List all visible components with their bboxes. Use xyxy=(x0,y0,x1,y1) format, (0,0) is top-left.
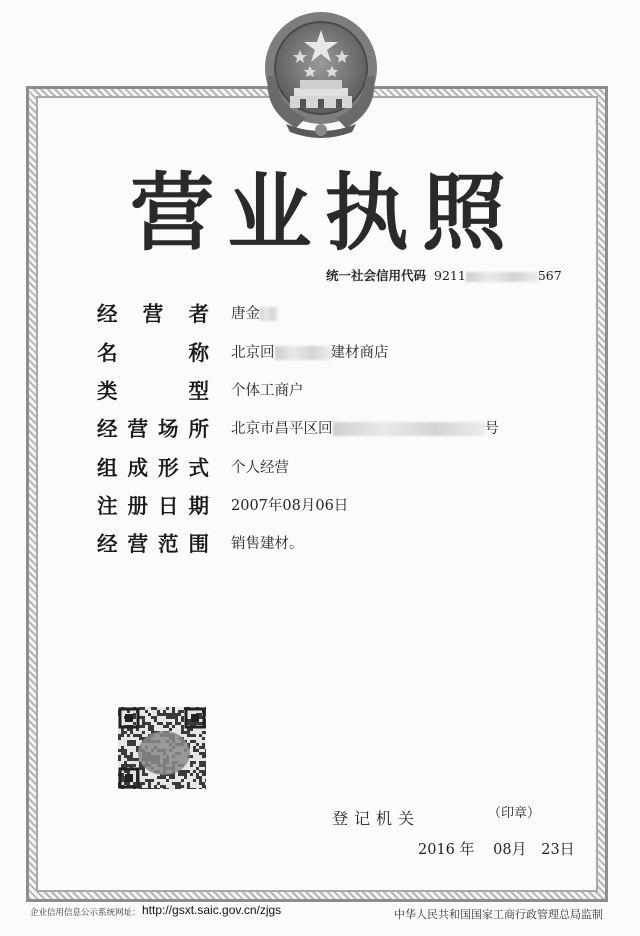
name-start: 北京回 xyxy=(231,345,275,361)
address-end: 号 xyxy=(484,421,499,437)
label-char: 范 xyxy=(158,532,179,556)
label-char: 名 xyxy=(97,341,118,365)
credit-code-suffix: 567 xyxy=(537,268,562,283)
field-type xyxy=(97,377,577,405)
issue-date xyxy=(418,838,575,859)
year-unit: 年 xyxy=(459,840,475,858)
field-value: 个体工商户 xyxy=(231,383,304,399)
label-char: 类 xyxy=(97,379,118,403)
field-value: 2007年08月06日 xyxy=(231,498,349,514)
label-char: 营 xyxy=(142,302,164,326)
redaction xyxy=(275,346,331,360)
name-end: 建材商店 xyxy=(330,345,389,361)
field-operator xyxy=(97,300,577,328)
seal-label: （印章） xyxy=(488,806,541,821)
redaction xyxy=(466,272,538,282)
issue-day: 23 xyxy=(541,842,560,858)
field-value xyxy=(231,415,499,443)
label-char: 经 xyxy=(97,302,118,326)
title-char: 业 xyxy=(227,164,312,262)
field-value xyxy=(231,339,389,367)
credit-code-value xyxy=(434,268,562,283)
credit-code-row xyxy=(326,266,562,284)
credit-code-prefix: 9211 xyxy=(434,268,466,283)
field-premises xyxy=(97,415,577,443)
label-char: 成 xyxy=(127,456,148,480)
label-char: 营 xyxy=(127,532,148,556)
field-label xyxy=(97,415,209,443)
document-title xyxy=(128,164,508,262)
field-value: 个人经营 xyxy=(231,460,289,476)
label-char: 所 xyxy=(188,417,209,441)
title-char: 营 xyxy=(129,164,214,262)
label-char: 日 xyxy=(158,494,179,518)
footer-site-label: 企业信用信息公示系统网址： xyxy=(30,908,141,918)
label-char: 称 xyxy=(188,341,209,365)
label-char: 经 xyxy=(97,417,118,441)
field-label xyxy=(97,492,209,520)
field-form xyxy=(97,454,577,482)
month-unit: 月 xyxy=(511,840,527,858)
redaction xyxy=(260,307,278,321)
label-char: 者 xyxy=(188,302,209,326)
label-char: 营 xyxy=(127,417,148,441)
national-emblem-icon xyxy=(256,6,386,146)
field-registration-date xyxy=(97,492,577,520)
label-char: 经 xyxy=(97,532,118,556)
field-name xyxy=(97,339,577,367)
field-label xyxy=(97,377,209,405)
footer-url[interactable]: http://gsxt.saic.gov.cn/zjgs xyxy=(142,903,282,917)
redaction xyxy=(333,422,485,436)
field-label xyxy=(97,454,209,482)
issue-year: 2016 xyxy=(418,842,455,858)
field-value xyxy=(231,300,278,328)
label-char: 形 xyxy=(158,456,179,480)
qr-code-icon xyxy=(118,707,206,789)
title-char: 执 xyxy=(324,164,409,262)
label-char: 围 xyxy=(188,532,209,556)
field-label xyxy=(97,530,209,558)
credit-code-label: 统一社会信用代码 xyxy=(326,268,427,283)
footer-issuer: 中华人民共和国国家工商行政管理总局监制 xyxy=(394,908,603,921)
label-char: 册 xyxy=(127,494,148,518)
label-char: 注 xyxy=(97,494,118,518)
label-char: 场 xyxy=(158,417,179,441)
title-char: 照 xyxy=(421,164,506,262)
field-value: 销售建材。 xyxy=(231,536,304,552)
label-char: 期 xyxy=(188,494,209,518)
operator-name: 唐金 xyxy=(231,306,260,322)
day-unit: 日 xyxy=(559,840,575,858)
address-start: 北京市昌平区回 xyxy=(231,421,333,437)
registration-authority-label: 登记机关 xyxy=(332,809,421,828)
label-char: 式 xyxy=(188,456,209,480)
label-char: 组 xyxy=(97,456,118,480)
field-label xyxy=(97,339,209,367)
field-business-scope xyxy=(97,530,577,558)
label-char: 型 xyxy=(188,379,209,403)
issue-month: 08 xyxy=(493,842,512,858)
field-label xyxy=(97,300,209,328)
